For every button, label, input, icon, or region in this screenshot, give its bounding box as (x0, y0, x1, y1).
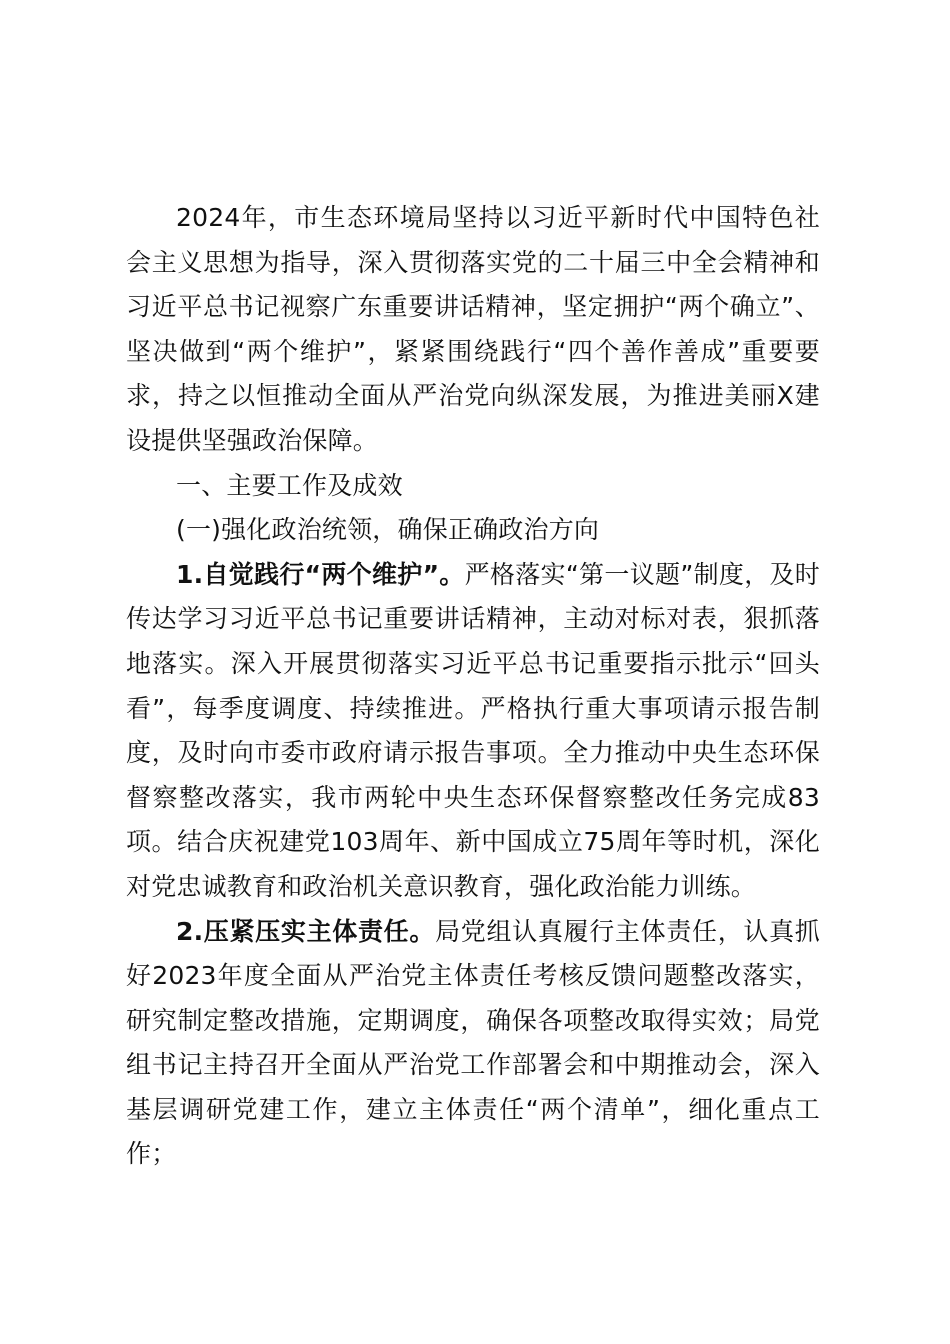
item-paragraph-2 (126, 910, 820, 1178)
document-page (126, 196, 820, 1177)
item-lead-2: 2.压紧压实主体责任。 (176, 916, 436, 946)
subsection-heading: (一)强化政治统领，确保正确政治方向 (176, 515, 600, 545)
item-paragraph-1 (126, 553, 820, 910)
item-lead-1: 1.自觉践行“两个维护”。 (176, 559, 465, 589)
section-heading: 一、主要工作及成效 (176, 470, 403, 500)
item-body-2: 局党组认真履行主体责任，认真抓好2023年度全面从严治党主体责任考核反馈问题整改落实，研究制定整改措施，定期调度，确保各项整改取得实效；局党组书记主持召开全面从严治党工作部署会和中期推动会，深入基层调研党建工作，建立主体责任“两个清单”，细化重点工作； (126, 916, 821, 1169)
item-body-1: 严格落实“第一议题”制度，及时传达学习习近平总书记重要讲话精神，主动对标对表，狠抓落地落实。深入开展贯彻落实习近平总书记重要指示批示“回头看”，每季度调度、持续推进。严格执行重大事项请示报告制度，及时向市委市政府请示报告事项。全力推动中央生态环保督察整改落实，我市两轮中央生态环保督察整改任务完成83项。结合庆祝建党103周年、新中国成立75周年等时机，深化对党忠诚教育和政治机关意识教育，强化政治能力训练。 (126, 559, 821, 901)
intro-paragraph: 2024年，市生态环境局坚持以习近平新时代中国特色社会主义思想为指导，深入贯彻落实党的二十届三中全会精神和习近平总书记视察广东重要讲话精神，坚定拥护“两个确立”、坚决做到“两个维护”，紧紧围绕践行“四个善作善成”重要要求，持之以恒推动全面从严治党向纵深发展，为推进美丽X建设提供坚强政治保障。 (126, 203, 820, 455)
